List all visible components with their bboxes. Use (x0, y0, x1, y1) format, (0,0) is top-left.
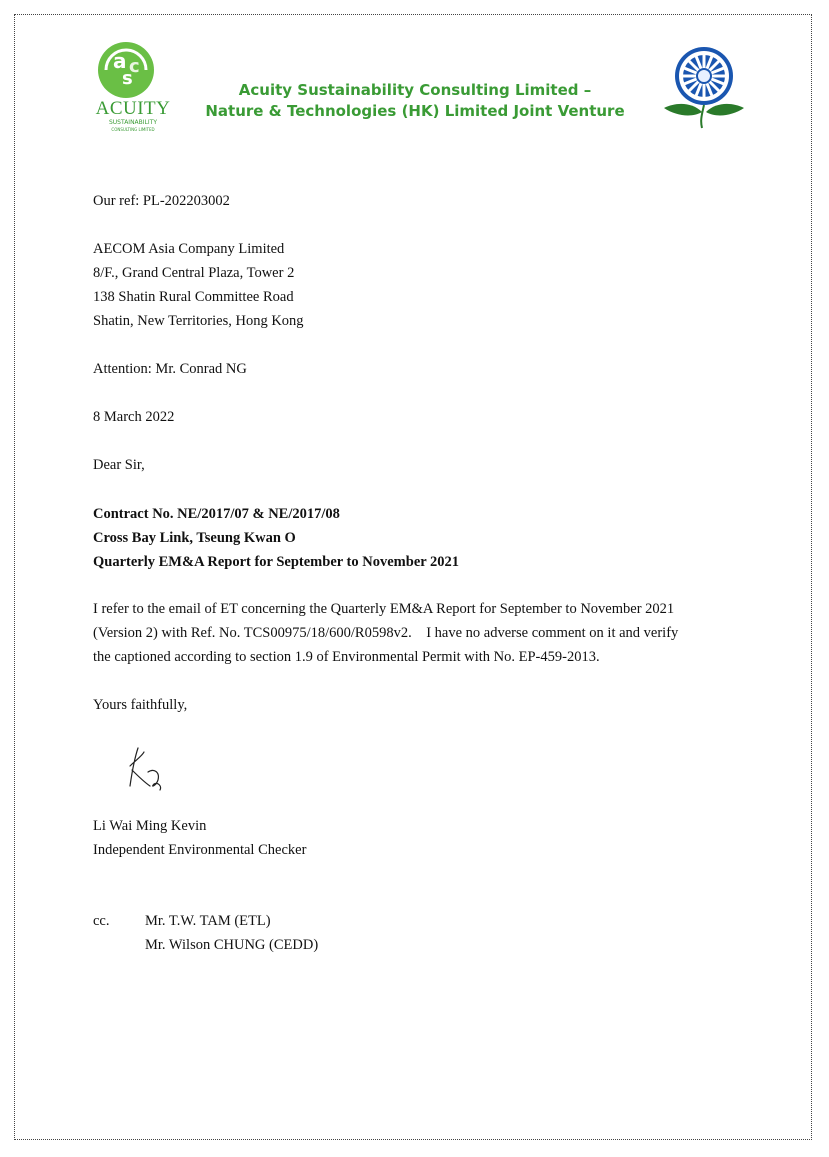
address-line: 8/F., Grand Central Plaza, Tower 2 (93, 265, 295, 281)
cc-recipient: Mr. Wilson CHUNG (CEDD) (145, 937, 319, 953)
acuity-logo-text: ACUITY (95, 98, 171, 119)
attention-line: Attention: Mr. Conrad NG (93, 361, 247, 377)
address-line: Shatin, New Territories, Hong Kong (93, 313, 304, 329)
address-line: AECOM Asia Company Limited (93, 241, 285, 257)
svg-text:a: a (113, 49, 127, 73)
flower-logo-icon (658, 42, 750, 132)
handwritten-signature (120, 742, 180, 798)
acuity-logo-subtitle-2: CONSULTING LIMITED (111, 127, 155, 132)
body-paragraph-line: (Version 2) with Ref. No. TCS00975/18/600/R0598v2. I have no adverse comment on it and verify (93, 625, 679, 641)
closing: Yours faithfully, (93, 697, 188, 713)
address-line: 138 Shatin Rural Committee Road (93, 289, 294, 305)
cc-recipient: Mr. T.W. TAM (ETL) (145, 913, 271, 929)
letterhead-title (200, 80, 630, 122)
nature-technologies-logo (658, 42, 750, 132)
letter-date: 8 March 2022 (93, 409, 175, 425)
signer-name: Li Wai Ming Kevin (93, 818, 207, 834)
body-paragraph-line: I refer to the email of ET concerning the Quarterly EM&A Report for September to November 2021 (93, 601, 675, 617)
svg-text:c: c (129, 56, 140, 77)
page-border (14, 14, 812, 1140)
acuity-logo-subtitle: SUSTAINABILITY (108, 119, 157, 126)
acuity-logo (86, 40, 178, 140)
signer-title: Independent Environmental Checker (93, 842, 307, 858)
letterhead-title-line-2: Nature & Technologies (HK) Limited Joint Venture (205, 102, 625, 120)
our-reference: Our ref: PL-202203002 (93, 193, 230, 209)
subject-line: Contract No. NE/2017/07 & NE/2017/08 (93, 506, 340, 522)
cc-label: cc. (93, 913, 110, 929)
subject-line: Cross Bay Link, Tseung Kwan O (93, 530, 296, 546)
letterhead-title-line-1: Acuity Sustainability Consulting Limited – (238, 81, 592, 99)
salutation: Dear Sir, (93, 457, 145, 473)
subject-line: Quarterly EM&A Report for September to November 2021 (93, 554, 460, 570)
svg-text:s: s (122, 68, 133, 89)
body-paragraph-line: the captioned according to section 1.9 of Environmental Permit with No. EP-459-2013. (93, 649, 600, 665)
signature-icon (120, 742, 180, 798)
